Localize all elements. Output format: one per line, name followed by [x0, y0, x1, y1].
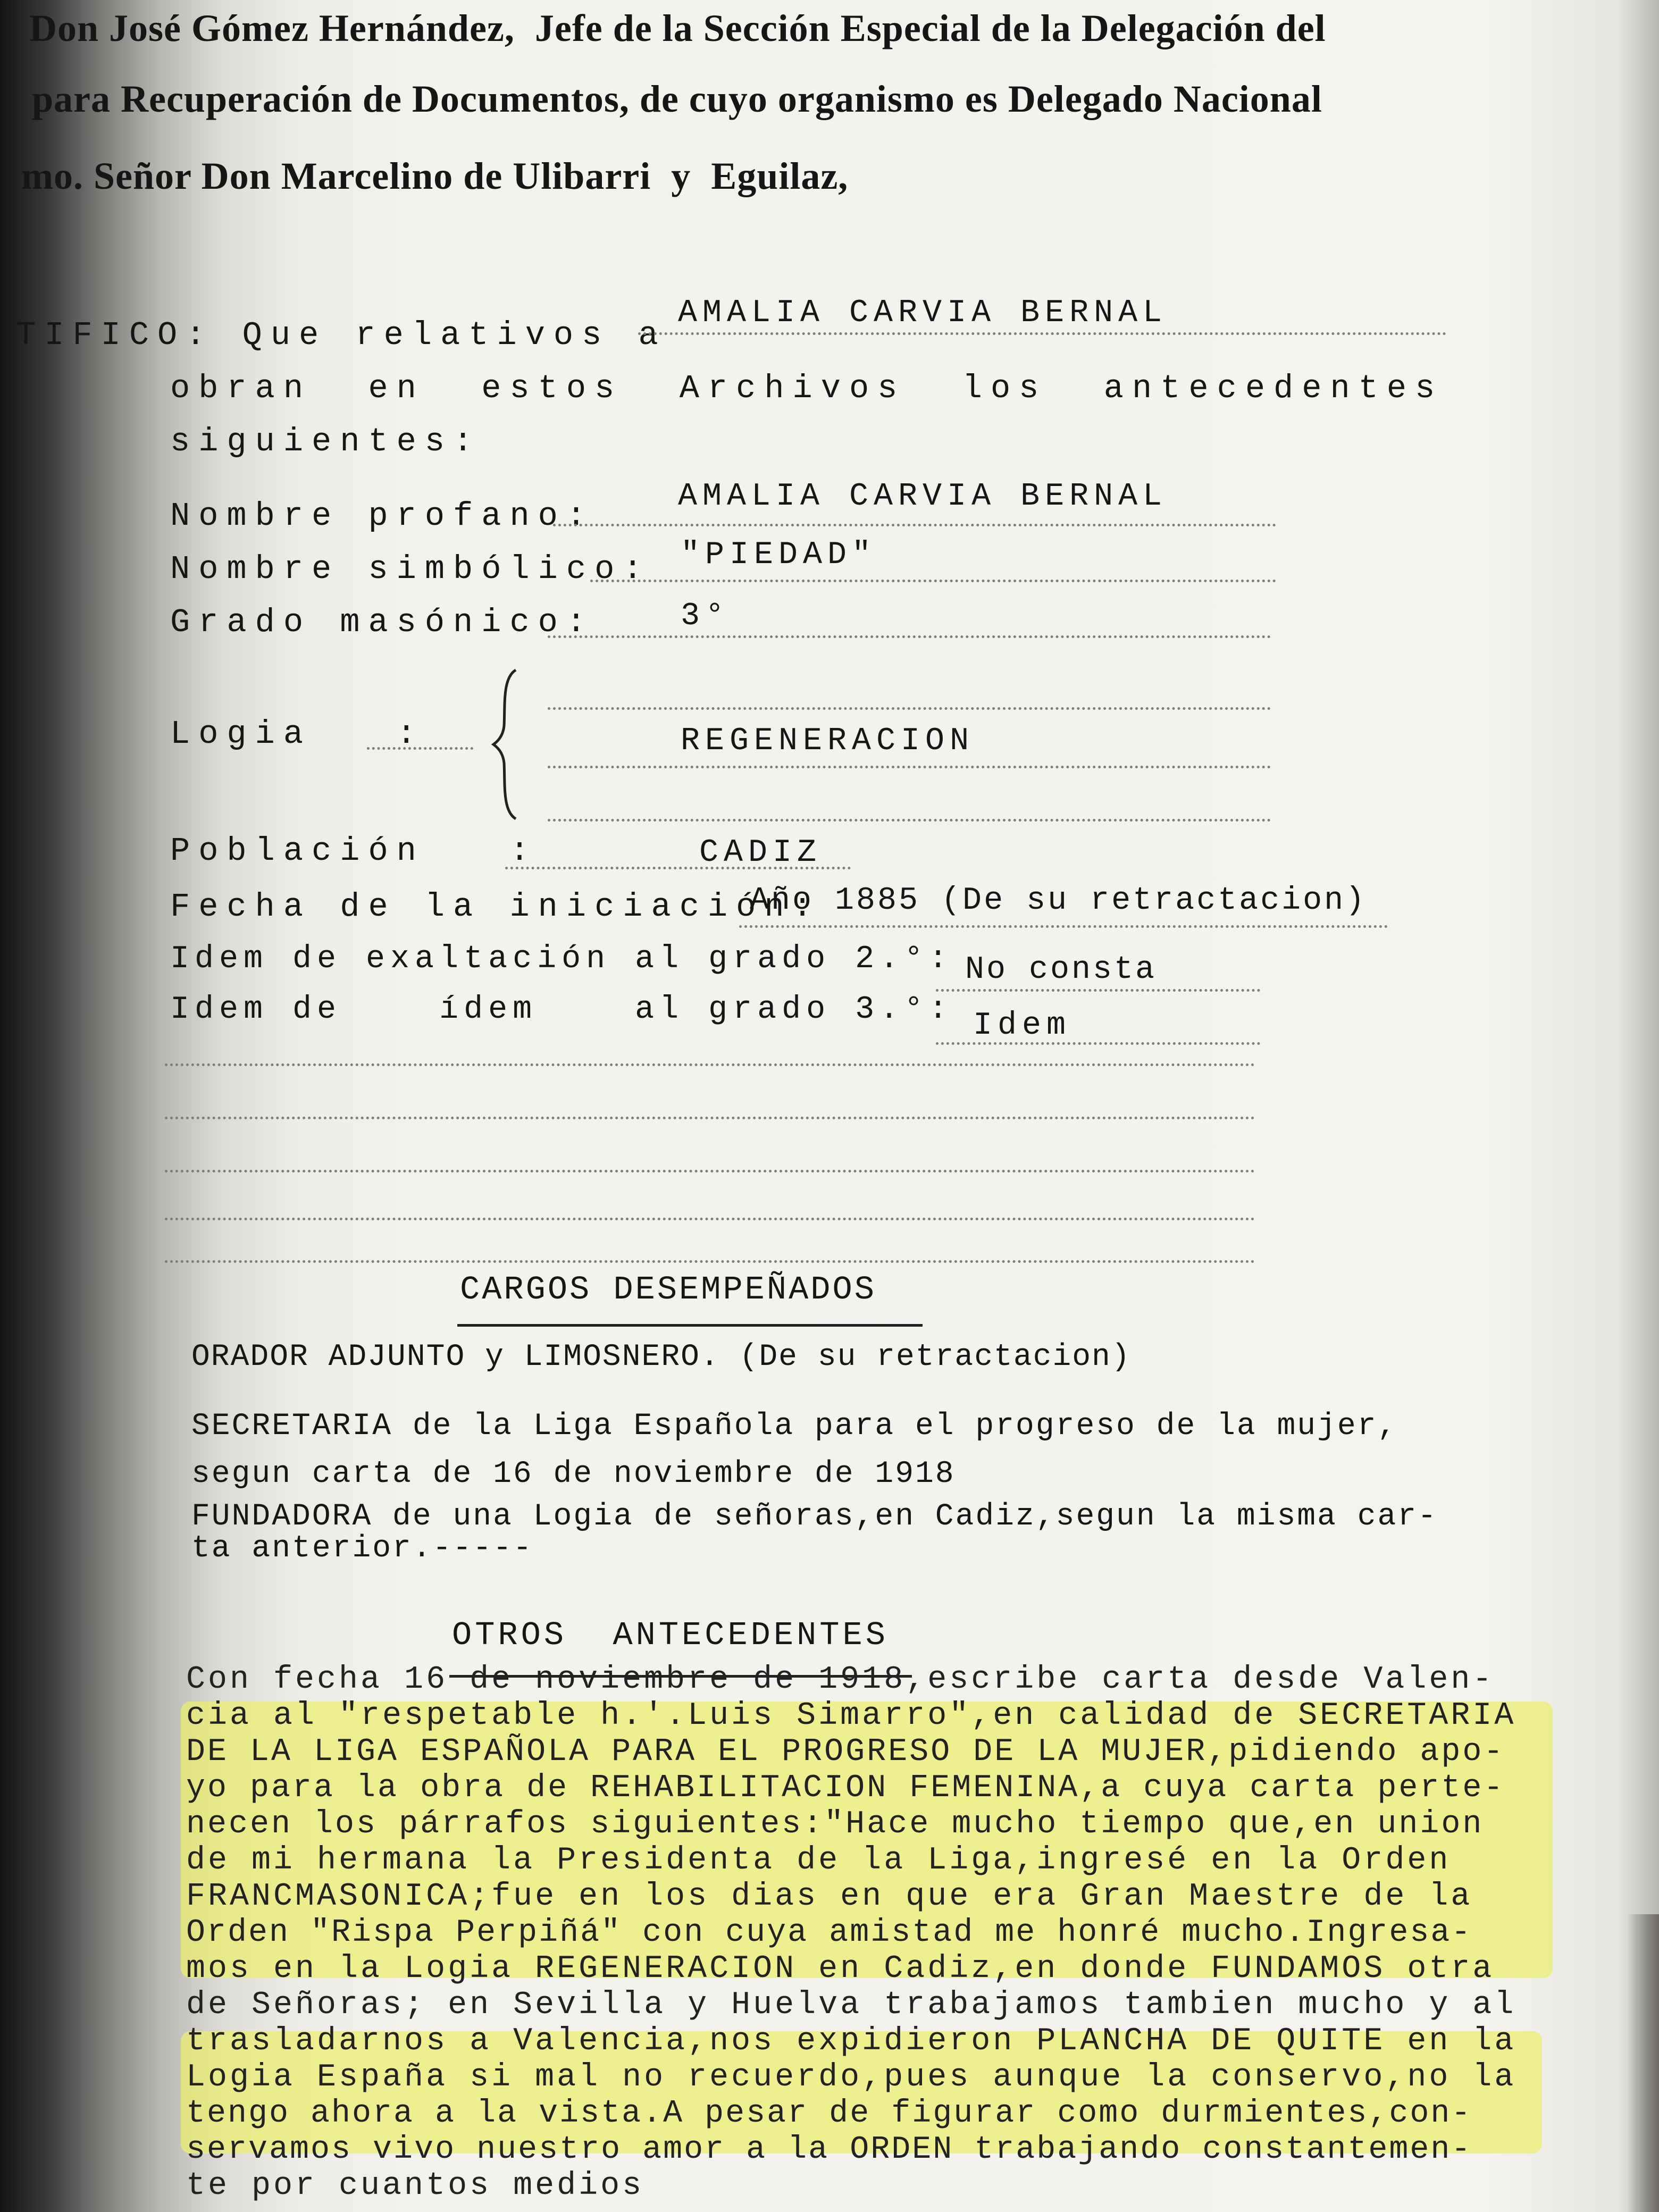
nombre-simbolico-label: Nombre simbólico: [170, 550, 651, 588]
header-line-3: mo. Señor Don Marcelino de Ulibarri y Eguilaz, [21, 155, 849, 197]
exaltacion-3-line [936, 1042, 1260, 1045]
blank-line-5 [165, 1260, 1255, 1263]
logia-line-1 [548, 707, 1271, 710]
poblacion-value: CADIZ [699, 835, 822, 871]
exaltacion-2-value: No consta [965, 952, 1157, 988]
grado-line [548, 635, 1271, 638]
otros-line: te por cuantos medios [186, 2168, 644, 2204]
nombre-simbolico-value: "PIEDAD" [681, 537, 877, 573]
otros-line: necen los párrafos siguientes:"Hace mucho tiempo que,en union [186, 1806, 1484, 1842]
logia-value: REGENERACION [681, 723, 975, 759]
blank-line-1 [165, 1063, 1255, 1066]
logia-label-line [367, 747, 473, 750]
otros-line: yo para la obra de REHABILITACION FEMENINA,a cuya carta perte- [186, 1770, 1505, 1806]
cargos-line-3: segun carta de 16 de noviembre de 1918 [191, 1457, 956, 1492]
certifico-subject: AMALIA CARVIA BERNAL [678, 295, 1168, 331]
cargos-heading-underline [457, 1324, 923, 1327]
grado-value: 3° [681, 598, 730, 634]
otros-line: tengo ahora a la vista.A pesar de figurar como durmientes,con- [186, 2096, 1472, 2132]
otros-line: FRANCMASONICA;fue en los dias en que era Gran Maestre de la [186, 1879, 1473, 1915]
certifico-subject-line [638, 332, 1446, 335]
otros-line: Logia España si mal no recuerdo,pues aunque la conservo,no la [186, 2059, 1516, 2096]
otros-line: de Señoras; en Sevilla y Huelva trabajamos tambien mucho y al [186, 1987, 1516, 2023]
logia-line-2 [548, 766, 1271, 768]
blank-line-2 [165, 1117, 1255, 1119]
otros-paragraph [186, 1662, 1611, 2204]
fecha-value: Año 1885 (De su retractacion) [750, 883, 1367, 919]
exaltacion-2-label: Idem de exaltación al grado 2.°: [170, 941, 953, 977]
logia-line-3 [548, 819, 1271, 822]
blank-line-4 [165, 1218, 1255, 1220]
certifico-label: TIFICO: Que relativos a [16, 316, 667, 354]
cargos-line-5: ta anterior.----- [191, 1531, 533, 1566]
otros-line: DE LA LIGA ESPAÑOLA PARA EL PROGRESO DE LA MUJER,pidiendo apo- [186, 1734, 1505, 1770]
poblacion-line [505, 867, 851, 869]
cargos-line-2: SECRETARIA de la Liga Española para el progreso de la mujer, [191, 1409, 1398, 1444]
certifico-line-3: siguientes: [170, 423, 482, 460]
page-edge-shadow [1627, 1914, 1659, 2212]
otros-line: servamos vivo nuestro amor a la ORDEN trabajando constantemen- [186, 2132, 1472, 2168]
grado-label: Grado masónico: [170, 604, 595, 641]
nombre-simbolico-line [590, 580, 1276, 582]
header-line-2: para Recuperación de Documentos, de cuyo organismo es Delegado Nacional [32, 78, 1322, 120]
poblacion-label: Población : [170, 832, 538, 870]
exaltacion-2-line [936, 989, 1260, 992]
nombre-profano-value: AMALIA CARVIA BERNAL [678, 479, 1168, 515]
logia-label: Logia : [170, 715, 425, 753]
otros-line: cia al "respetable h.'.Luis Simarro",en calidad de SECRETARIA [186, 1698, 1516, 1734]
otros-heading: OTROS ANTECEDENTES [452, 1616, 889, 1654]
nombre-profano-label: Nombre profano: [170, 497, 595, 535]
certifico-line-2: obran en estos Archivos los antecedentes [170, 370, 1444, 407]
header-line-1: Don José Gómez Hernández, Jefe de la Sección Especial de la Delegación del [29, 7, 1326, 49]
otros-line: de mi hermana la Presidenta de la Liga,ingresé en la Orden [186, 1842, 1451, 1879]
blank-line-3 [165, 1170, 1255, 1172]
exaltacion-3-value: Idem [973, 1008, 1071, 1044]
fecha-label: Fecha de la iniciación: [170, 888, 821, 926]
logia-brace [489, 667, 526, 822]
otros-line: Orden "Rispa Perpiñá" con cuya amistad me honré mucho.Ingresa- [186, 1915, 1472, 1951]
cargos-line-4: FUNDADORA de una Logia de señoras,en Cadiz,segun la misma car- [191, 1499, 1438, 1534]
cargos-heading: CARGOS DESEMPEÑADOS [460, 1271, 876, 1309]
exaltacion-3-label: Idem de ídem al grado 3.°: [170, 992, 953, 1028]
cargos-line-1: ORADOR ADJUNTO y LIMOSNERO. (De su retractacion) [191, 1340, 1131, 1375]
otros-line: Con fecha 16 de noviembre de 1918,escribe carta desde Valen- [186, 1662, 1495, 1698]
otros-line: trasladarnos a Valencia,nos expidieron PLANCHA DE QUITE en la [186, 2023, 1516, 2059]
otros-line: mos en la Logia REGENERACION en Cadiz,en donde FUNDAMOS otra [186, 1951, 1495, 1987]
nombre-profano-line [553, 524, 1276, 526]
fecha-line [739, 925, 1388, 928]
